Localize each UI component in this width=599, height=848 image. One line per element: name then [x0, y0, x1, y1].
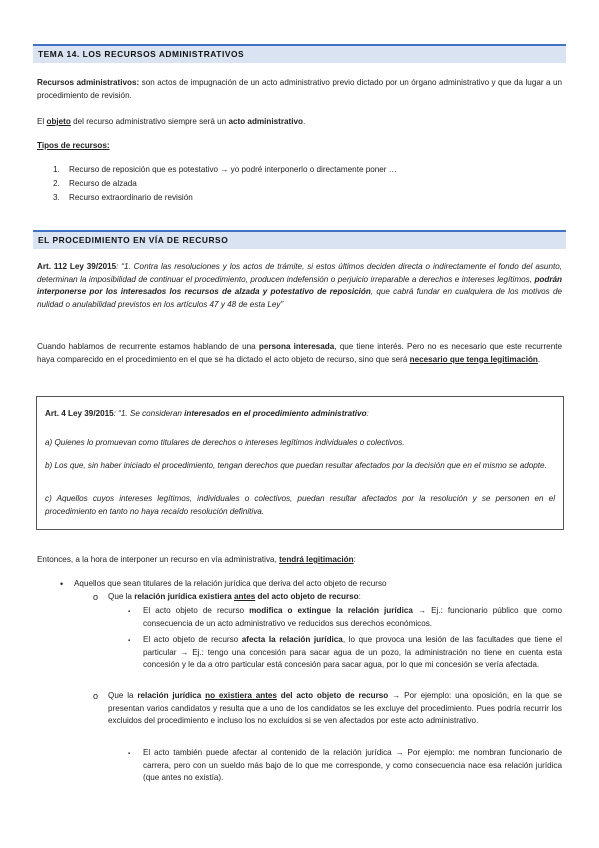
list-item-text: Recurso de alzada	[69, 179, 137, 188]
list-number: 1.	[53, 165, 60, 174]
bullet-item	[74, 578, 562, 591]
bold-run: del acto objeto de recurso	[276, 691, 389, 700]
sub-bullet-item	[108, 591, 562, 604]
quote-bold-text: interesados en el procedimiento administrativo	[184, 409, 367, 418]
definition-paragraph	[37, 77, 562, 102]
bold-run: del acto objeto de recurso	[255, 592, 359, 601]
objeto-paragraph	[37, 116, 562, 129]
bold-run: relación jurídica existiera	[134, 592, 235, 601]
recurrente-paragraph	[37, 341, 562, 366]
text-run: , que tiene interés. Pero no es necesario que este recurrente haya comparecido en el procedimiento en el que se ha dictado el acto objeto de recurso, sino que será	[37, 342, 562, 364]
quote-text: : “1. Contra las resoluciones y los actos de trámite, si estos últimos deciden directa o indirectamente el fondo del asunto, determinan la imposibilidad de continuar el procedimiento, producen indefensión o perjuicio irreparable a derechos e intereses legítimos,	[37, 262, 562, 284]
article-112-quote	[37, 261, 562, 311]
bold-run: relación jurídica	[137, 691, 206, 700]
box-item-c	[45, 493, 555, 518]
legitimacion-term: necesario que tenga legitimación	[409, 354, 538, 364]
quote-text: c) Aquellos cuyos intereses legítimos, individuales o colectivos, puedan resultar afectados por la resolución y se personen en el procedimiento en tanto no haya recaído resolución definitiva.	[45, 494, 555, 516]
box-item-a	[45, 437, 555, 450]
no-existiera-antes-term: no existiera antes	[205, 691, 277, 700]
list-item-text: Recurso extraordinario de revisión	[69, 193, 193, 202]
sub-bullet-item	[108, 690, 562, 728]
sub-sub-bullet-item	[143, 605, 562, 630]
objeto-word: objeto	[46, 117, 71, 126]
quote-bold-text: podrán interponerse por los interesados los recursos de alzada y potestativo de reposición	[37, 274, 562, 297]
text-run: El	[37, 117, 47, 126]
list-item	[53, 178, 397, 192]
text-run: → Ej.: funcionario público que como consecuencia de un acto administrativo ve reducidos sus derechos económicos.	[143, 606, 562, 628]
section-title: EL PROCEDIMIENTO EN VÍA DE RECURSO	[38, 235, 229, 245]
circle-bullet-icon: o	[93, 691, 99, 701]
bullet-icon: •	[60, 579, 64, 589]
bold-run: afecta la relación jurídica	[241, 635, 343, 644]
square-bullet-icon: ▪	[128, 751, 131, 757]
list-number: 3.	[53, 193, 60, 202]
text-run: Que la	[108, 691, 138, 700]
square-bullet-icon: ▪	[128, 609, 131, 615]
quote-text: , que cabrá fundar en cualquiera de los motivos de nulidad o anulabilidad previstos en los artículos 47 y 48 de esta Ley”	[37, 287, 562, 309]
entonces-paragraph	[37, 554, 562, 567]
bold-run: modifica o extingue la relación jurídica	[249, 606, 413, 615]
quote-text: b) Los que, sin haber iniciado el procedimiento, tengan derechos que puedan resultar afectados por la decisión que en el mismo se adopte.	[45, 461, 547, 470]
section-heading-band	[33, 230, 566, 249]
antes-term: antes	[234, 592, 256, 601]
text-run: :	[358, 592, 361, 601]
text-run: El acto también puede afectar al contenido de la relación jurídica → Por ejemplo: me nombran funcionario de carrera, pero con un sueldo más bajo de lo que me corresponde, y como consecuencia nace esa relación jurídica (que antes no existía).	[143, 748, 562, 783]
list-number: 2.	[53, 179, 60, 188]
text-run: , lo que provoca una lesión de las facultades que tiene el particular → Ej.: tengo una concesión para sacar agua de un pozo, la administración no tiene en cuenta esta concesión y le da a otro particular está concesión para sacar agua, por lo que mi concesión se vería afectada.	[143, 635, 563, 670]
sub-sub-bullet-item	[143, 747, 562, 785]
persona-interesada-term: persona interesada	[258, 342, 335, 351]
circle-bullet-icon: o	[93, 592, 99, 602]
section-title: TEMA 14. LOS RECURSOS ADMINISTRATIVOS	[38, 49, 245, 59]
quote-text: : “1. Se consideran	[113, 409, 185, 418]
text-run: Entonces, a la hora de interponer un recurso en vía administrativa,	[37, 555, 280, 564]
text-run: El acto objeto de recurso	[143, 606, 250, 615]
text-run: → Por ejemplo: una oposición, en la que se presentan varios candidatos y resulta que a uno de los candidatos se les excluye del procedimiento. Pues podría recurrir los excluidos del procedimiento e incluso los no excluidos si se ven afectados por este acto administrativo.	[108, 691, 562, 726]
definition-text: son actos de impugnación de un acto administrativo previo dictado por un órgano administrativo y que da lugar a un procedimiento de revisión.	[37, 78, 562, 100]
text-run: .	[302, 117, 306, 126]
text-run: El acto objeto de recurso	[143, 635, 242, 644]
quote-text: a) Quienes lo promuevan como titulares de derechos o intereses legítimos individuales o colectivos.	[45, 438, 405, 447]
quote-text: :	[366, 409, 369, 418]
box-intro	[45, 408, 555, 421]
tipos-heading	[37, 140, 562, 153]
tendra-legitimacion-term: tendrá legitimación	[279, 555, 354, 564]
sub-sub-bullet-item	[143, 634, 562, 672]
text-run: Cuando hablamos de recurrente estamos hablando de una	[37, 342, 259, 351]
definition-term: Recursos administrativos:	[37, 78, 140, 87]
acto-administrativo-term: acto administrativo	[228, 117, 303, 126]
list-item	[53, 164, 397, 178]
text-run: Que la	[108, 592, 135, 601]
section-heading-band	[33, 44, 566, 63]
list-item	[53, 192, 397, 206]
article-4-box	[36, 396, 564, 530]
tipos-list	[53, 164, 397, 206]
article-ref: Art. 4 Ley 39/2015	[45, 409, 114, 418]
text-run: .	[537, 354, 541, 364]
list-item-text: Recurso de reposición que es potestativo → yo podré interponerlo o directamente poner …	[69, 165, 397, 174]
text-run: del recurso administrativo siempre será un	[70, 117, 229, 126]
square-bullet-icon: ▪	[128, 638, 131, 644]
bullet-text: Aquellos que sean titulares de la relación jurídica que deriva del acto objeto de recurso	[74, 579, 387, 588]
article-ref: Art. 112 Ley 39/2015	[37, 262, 117, 271]
box-item-b	[45, 460, 555, 473]
text-run: :	[353, 555, 356, 564]
tipos-heading-text: Tipos de recursos:	[37, 141, 110, 150]
